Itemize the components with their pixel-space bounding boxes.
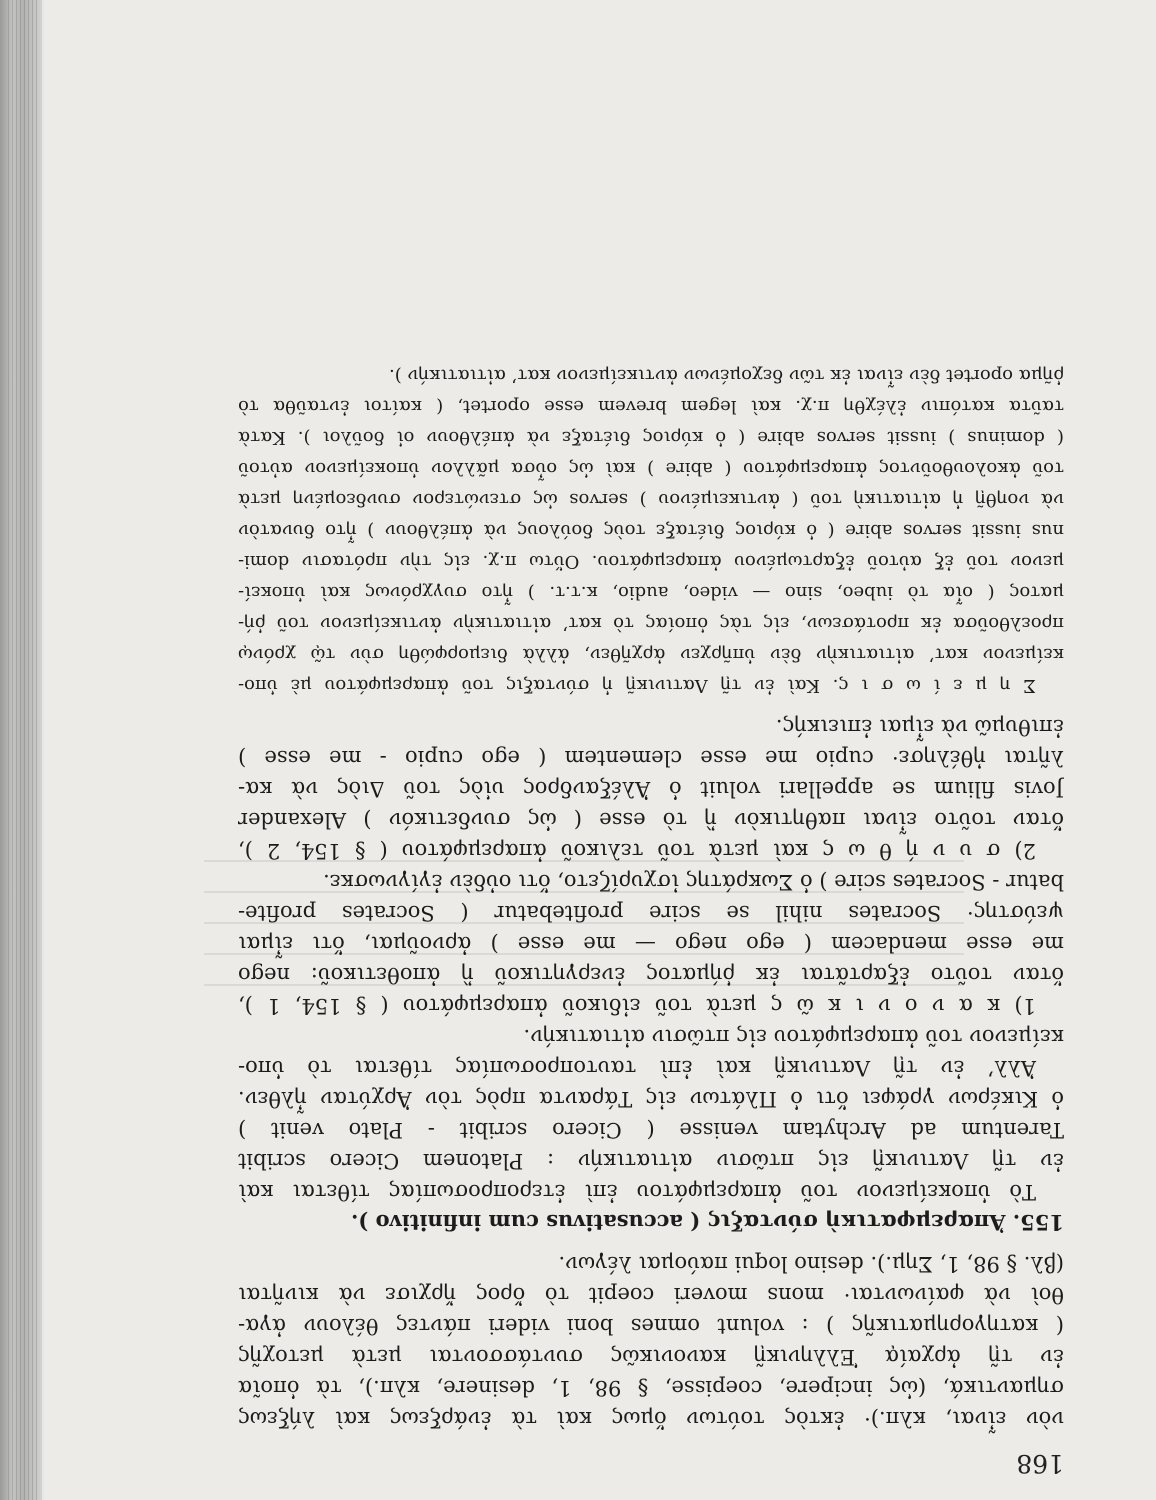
text-line: 2) σ υ ν ή θ ω ς καὶ μετὰ τοῦ τελικοῦ ἀπαρεμφάτου ( § 154, 2 ), — [238, 839, 1036, 863]
spacer — [238, 1238, 1064, 1248]
book-spine-gutter — [0, 0, 42, 1500]
text-line: Ἀλλ’ ἐν τῇ Λατινικῇ καὶ ἐπὶ ταυτοπροσωπίας τίθεται τὸ ὑπο- — [238, 1056, 1036, 1080]
text-line: ἐν τῇ Λατινικῇ εἰς πτῶσιν αἰτιατικήν : Platonem Cicero scribit — [238, 1149, 1064, 1173]
note-line: κείμενον κατ’ αἰτιατικὴν δὲν ὑπῆρχεν ἀρχῆθεν, ἀλλὰ διεμορφώθη σὺν τῷ χρόνῳ — [238, 644, 1064, 665]
book-page — [44, 0, 1156, 1500]
text-line: ἐπιθυμῶ νὰ εἶμαι ἐπιεικής. — [775, 715, 1064, 739]
text-line: θοὶ νὰ φαίνωνται· mons moveri coepit τὸ ὄρος ἤρχισε νὰ κινῆται — [238, 1283, 1064, 1307]
note-line: ( dominus ) iussit servos abire ( ὁ κύριος διέταξε νὰ ἀπέλθουν οἱ δοῦλοι ). Κατὰ — [238, 427, 1064, 448]
text-line: νὸν εἶναι, κλπ.)· ἐκτὸς τούτων ὅμως καὶ τὰ ἐνάρξεως καὶ λήξεως — [238, 1407, 1064, 1431]
page-number: 168 — [1016, 1449, 1064, 1478]
section-heading: 155. Ἀπαρεμφατικὴ σύνταξις ( accusativus cum infinitivo ). — [351, 1210, 1064, 1235]
spacer — [238, 701, 1064, 711]
text-line: ὁ Κικέρων γράφει ὅτι ὁ Πλάτων εἰς Τάραντα πρὸς τὸν Ἀρχύταν ἦλθεν. — [238, 1087, 1064, 1111]
note-line: ῥῆμα oportet δὲν εἶναι ἐκ τῶν δεχομένων ἀντικείμενον κατ’ αἰτιατικήν ). — [388, 365, 1064, 386]
note-line: μενον τοῦ ἐξ αὐτοῦ ἐξαρτωμένου ἀπαρεμφάτου. Οὕτω π.χ. εἰς τὴν πρότασιν domi- — [238, 551, 1064, 572]
page-text — [238, 360, 1064, 1434]
note-line: προελθοῦσα ἐκ προτάσεων, εἰς τὰς ὁποίας τὸ κατ’ αἰτιατικὴν ἀντικείμενον τοῦ ῥή- — [238, 613, 1064, 634]
text-line: σημαντικά, (ὡς incipere, coepisse, § 98, 1, desinere, κλπ.), τὰ ὁποῖα — [238, 1376, 1064, 1400]
upside-down-page-content — [44, 0, 1156, 1500]
text-line: 1) κ α ν ο ν ι κ ῶ ς μετὰ τοῦ εἰδικοῦ ἀπαρεμφάτου ( § 154, 1 ), — [238, 994, 1036, 1018]
page-edges — [8, 0, 38, 1500]
text-line: ( κατηγορηματικῆς ) : volunt omnes boni videri πάντες θέλουν ἀγα- — [238, 1314, 1064, 1338]
text-line: ὅταν τοῦτο ἐξαρτᾶται ἐκ ῥήματος ἐνεργητικοῦ ἢ ἀποθετικοῦ: nego — [238, 963, 1064, 987]
text-line: ἐν τῇ ἀρχαίᾳ Ἑλληνικῇ κανονικῶς συντάσσονται μετὰ μετοχῆς — [238, 1345, 1064, 1369]
note-line: Σ η μ ε ί ω σ ι ς. Καὶ ἐν τῇ Λατινικῇ ἡ σύνταξις τοῦ ἀπαρεμφάτου μὲ ὑπο- — [238, 675, 1036, 696]
text-line: Τὸ ὑποκείμενον τοῦ ἀπαρεμφάτου ἐπὶ ἑτεροπροσωπίας τίθεται καὶ — [238, 1180, 1036, 1204]
text-line: λῆται ἠθέλησε· cupio me esse clementem ( ego cupio - me esse ) — [238, 746, 1064, 770]
note-line: τοῦ ἀκολουθοῦντος ἀπαρεμφάτου ( abire ) καὶ ὡς οὖσα μᾶλλον ὑποκείμενον αὐτοῦ — [238, 458, 1064, 479]
text-line: me esse mendacem ( ego nego — me esse ) ἀρνοῦμαι, ὅτι εἶμαι — [238, 932, 1064, 956]
note-line: nus iussit servos abire ( ὁ κύριος διέταξε τοὺς δούλους νὰ ἀπέλθουν ) ἦτο δυνατὸν — [238, 520, 1064, 541]
text-line: Jovis filium se appellari voluit ὁ Ἀλέξανδρος υἱὸς τοῦ Διὸς νὰ κα- — [238, 777, 1064, 801]
text-line: ὅταν τοῦτο εἶναι παθητικὸν ἢ τὸ esse ( ὡς συνδετικόν ) Alexander — [238, 808, 1064, 832]
text-line: Tarentum ad Archytam venisse ( Cicero scribit - Plato venit ) — [238, 1118, 1064, 1142]
text-line: (βλ. § 98, 1, Σημ.). desino loqui παύομαι λέγων. — [558, 1252, 1064, 1276]
note-line: ταῦτα κατόπιν ἐλέχθη π.χ. καὶ legem brevem esse oportet, ( καίτοι ἐνταῦθα τὸ — [238, 396, 1064, 417]
note-line: ματος ( οἷα τὸ iubeo, sino — video, audio, κ.τ.τ. ) ἦτο συγχρόνως καὶ ὑποκεί- — [238, 582, 1064, 603]
text-line: ψεύστης· Socrates nihil se scire profitebatur ( Socrates profite- — [238, 901, 1064, 925]
text-line: κείμενον τοῦ ἀπαρεμφάτου εἰς πτῶσιν αἰτιατικήν. — [523, 1025, 1064, 1049]
text-line: batur - Socrates scire ) ὁ Σωκράτης ἰσχυρίζετο, ὅτι οὐδὲν ἐγίγνωσκε. — [323, 870, 1064, 894]
note-line: νὰ νοηθῇ ἡ αἰτιατικὴ τοῦ ( ἀντικειμένου ) servos ὡς στενώτερον συνδεομένη μετὰ — [238, 489, 1064, 510]
